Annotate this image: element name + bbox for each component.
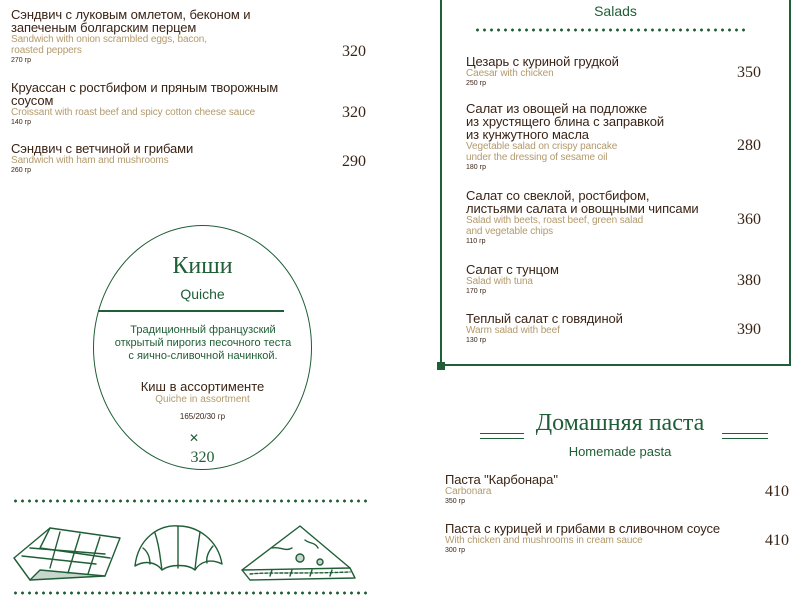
item-subtitle: under the dressing of sesame oil (466, 152, 608, 163)
item-subtitle: Warm salad with beef (466, 325, 560, 336)
dotted-divider (12, 591, 368, 595)
item-price: 390 (737, 321, 761, 338)
item-subtitle: Salad with beets, roast beef, green salad (466, 215, 644, 226)
corner-ornament-icon (437, 362, 445, 370)
item-title: Сэндвич с ветчиной и грибами (11, 141, 194, 156)
item-price: 350 (737, 64, 761, 81)
menu-item-tuna-salad (466, 263, 746, 297)
panini-icon (14, 528, 120, 580)
item-weight: 350 гр (445, 498, 466, 505)
item-title: листьями салата и овощными чипсами (466, 201, 699, 216)
item-title: Салат со свеклой, ростбифом, (466, 188, 650, 203)
item-subtitle: Sandwich with onion scrambled eggs, bacon, (11, 34, 207, 45)
item-subtitle: roasted peppers (11, 45, 82, 56)
item-weight: 270 гр (11, 57, 32, 64)
menu-item-carbonara (445, 473, 745, 507)
item-weight: 140 гр (11, 119, 32, 126)
salads-section-title: Salads (594, 3, 637, 19)
item-subtitle: Croissant with roast beef and spicy cotton cheese sauce (11, 107, 256, 118)
dotted-divider (474, 28, 748, 32)
item-price: 320 (342, 104, 366, 121)
quiche-item-title: Киш в ассортименте (140, 379, 265, 394)
pasta-section-subtitle: Homemade pasta (568, 444, 672, 459)
item-title: Салат с тунцом (466, 262, 559, 277)
item-weight: 110 гр (466, 238, 486, 245)
item-title: Паста с курицей и грибами в сливочном соусе (445, 521, 721, 536)
item-title: соусом (11, 93, 54, 108)
quiche-item-subtitle: Quiche in assortment (155, 394, 250, 405)
quiche-subtitle: Quiche (180, 286, 225, 302)
quiche-price: 320 (190, 449, 215, 466)
quiche-item-weight: 165/20/30 гр (179, 412, 226, 421)
item-price: 360 (737, 211, 761, 228)
item-title: Сэндвич с луковым омлетом, беконом и (11, 7, 251, 22)
item-title: из хрустящего блина с заправкой (466, 114, 665, 129)
menu-item-sandwich-ham (11, 142, 331, 176)
menu-item-caesar (466, 55, 746, 89)
item-weight: 260 гр (11, 167, 32, 174)
quiche-description-line: открытый пирогиз песочного теста (114, 337, 292, 349)
item-title: из кунжутного масла (466, 127, 589, 142)
item-weight: 180 гр (466, 164, 487, 171)
menu-item-chicken-pasta (445, 522, 755, 556)
item-subtitle: Vegetable salad on crispy pancake (466, 141, 618, 152)
item-price: 280 (737, 137, 761, 154)
item-subtitle: Carbonara (445, 486, 492, 497)
menu-item-vegetable-salad (466, 102, 746, 173)
quiche-description-line: Традиционный французский (130, 324, 276, 336)
croissant-icon (135, 526, 222, 570)
quiche-divider (98, 310, 284, 312)
item-price: 410 (765, 483, 789, 500)
food-illustrations (10, 518, 360, 588)
menu-item-warm-beef-salad (466, 312, 746, 346)
item-price: 380 (737, 272, 761, 289)
item-title: Круассан с ростбифом и пряным творожным (11, 80, 279, 95)
heading-ornament-left (480, 433, 524, 439)
item-price: 320 (342, 43, 366, 60)
item-title: Паста "Карбонара" (445, 472, 558, 487)
ornament-icon: ✕ (188, 431, 200, 445)
item-weight: 130 гр (466, 337, 487, 344)
quiche-description-line: с яично-сливочной начинкой. (128, 350, 278, 362)
sandwich-triangle-icon (242, 526, 355, 580)
quiche-title: Киши (172, 253, 233, 279)
item-title: Цезарь с куриной грудкой (466, 54, 619, 69)
item-subtitle: Caesar with chicken (466, 68, 554, 79)
item-title: запеченым болгарским перцем (11, 20, 197, 35)
item-weight: 250 гр (466, 80, 487, 87)
menu-item-croissant-roastbeef (11, 81, 331, 128)
item-subtitle: and vegetable chips (466, 226, 554, 237)
item-subtitle: Sandwich with ham and mushrooms (11, 155, 169, 166)
item-title: Теплый салат с говядиной (466, 311, 623, 326)
menu-item-beet-salad (466, 189, 746, 247)
item-weight: 300 гр (445, 547, 466, 554)
item-price: 290 (342, 153, 366, 170)
heading-ornament-right (722, 433, 768, 439)
dotted-divider (12, 499, 368, 503)
item-title: Салат из овощей на подложке (466, 101, 648, 116)
quiche-description (98, 324, 308, 363)
pasta-section-title: Домашняя паста (535, 410, 705, 436)
item-subtitle: Salad with tuna (466, 276, 533, 287)
item-weight: 170 гр (466, 288, 487, 295)
item-price: 410 (765, 532, 789, 549)
item-subtitle: With chicken and mushrooms in cream sauce (445, 535, 643, 546)
menu-item-sandwich-omelette (11, 8, 331, 66)
